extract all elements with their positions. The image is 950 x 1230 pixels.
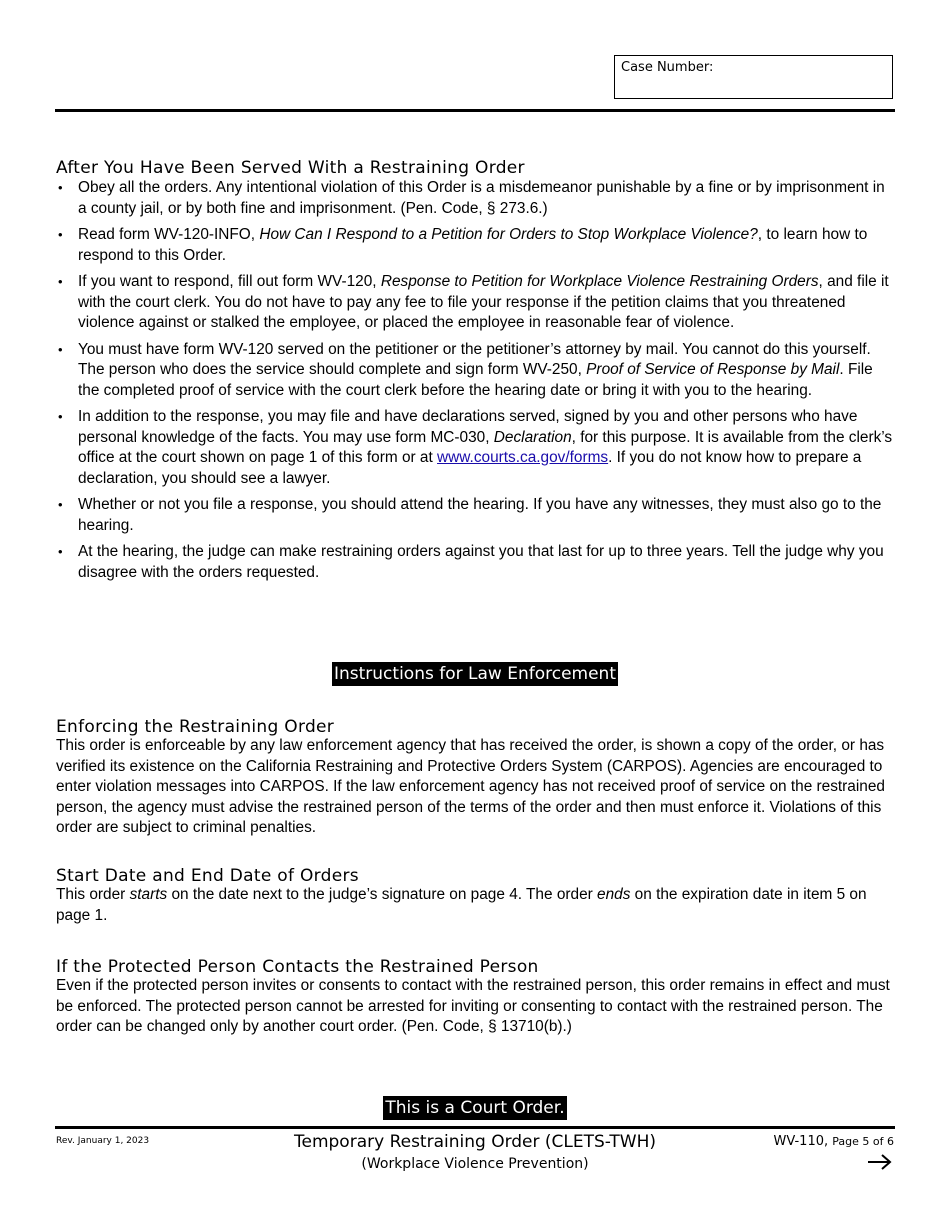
list-item: • If you want to respond, fill out form WV-120, Response to Petition for Workplace Violence Restraining Orders, and file it with the court clerk. You do not have to pay any fee to file your response if the petition claims that you threatened violence against or stalked the employee, or placed the employee in reasonable fear of violence.	[56, 272, 896, 334]
court-order-banner: This is a Court Order.	[385, 1098, 565, 1118]
list-item: • In addition to the response, you may file and have declarations served, signed by you and other persons who have personal knowledge of the facts. You may use form MC-030, Declaration, for this purpose. It is available from the clerk’s office at the court shown on page 1 of this form or at www.courts.ca.gov/forms. If you do not know how to prepare a declaration, you should see a lawyer.	[56, 407, 896, 489]
enforcing-text: This order is enforceable by any law enforcement agency that has received the order, is shown a copy of the order, or has verified its existence on the California Restraining and Protective Orders System (CARPOS). Agencies are encouraged to enter violation messages into CARPOS. If the law enforcement agency has not received proof of service on the restrained person, the agency must advise the restrained person of the terms of the order and then must enforce it. Violations of this order are subject to criminal penalties.	[56, 737, 885, 836]
list-item: • You must have form WV-120 served on the petitioner or the petitioner’s attorney by mail. You cannot do this yourself. The person who does the service should complete and sign form WV-250, Proof of Service of Response by Mail. File the completed proof of service with the court clerk before the hearing date or bring it with you to the hearing.	[56, 340, 896, 402]
dates-text: This order starts on the date next to the judge’s signature on page 4. The order ends on the expiration date in item 5 on page 1.	[56, 886, 867, 924]
list-item: • Whether or not you file a response, you should attend the hearing. If you have any witnesses, they must also go to the hearing.	[56, 495, 896, 536]
case-number-box[interactable]	[614, 55, 893, 99]
court-order-banner-wrap	[0, 1096, 950, 1120]
list-item: • Read form WV-120-INFO, How Can I Respond to a Petition for Orders to Stop Workplace Violence?, to learn how to respond to this Order.	[56, 225, 896, 266]
page-number: Page 5 of 6	[832, 1135, 894, 1148]
header-divider	[55, 109, 895, 112]
form-id	[774, 1134, 895, 1149]
courts-forms-link[interactable]: www.courts.ca.gov/forms	[437, 449, 609, 466]
form-subtitle: (Workplace Violence Prevention)	[361, 1156, 589, 1172]
contacts-text: Even if the protected person invites or consents to contact with the restrained person, this order remains in effect and must be enforced. The protected person cannot be arrested for inviting or consenting to contact with the restrained person. The order can be changed only by another court order. (Pen. Code, § 13710(b).)	[56, 977, 890, 1035]
right-arrow-icon[interactable]	[866, 1152, 894, 1172]
list-item: • Obey all the orders. Any intentional violation of this Order is a misdemeanor punishable by a fine or by imprisonment in a county jail, or by both fine and imprisonment. (Pen. Code, § 273.6.)	[56, 178, 896, 219]
section-heading-contacts: If the Protected Person Contacts the Restrained Person	[56, 957, 539, 977]
law-enforcement-banner-wrap	[0, 662, 950, 686]
section-heading-after-served: After You Have Been Served With a Restraining Order	[56, 158, 525, 178]
section-heading-dates: Start Date and End Date of Orders	[56, 866, 359, 886]
footer-divider	[55, 1126, 895, 1129]
law-enforcement-banner: Instructions for Law Enforcement	[333, 664, 616, 684]
section-heading-enforcing: Enforcing the Restraining Order	[56, 717, 335, 737]
list-item: • At the hearing, the judge can make restraining orders against you that last for up to three years. Tell the judge why you disagree with the orders requested.	[56, 542, 896, 583]
after-served-list	[56, 178, 896, 589]
form-number: WV-110,	[773, 1134, 829, 1149]
form-title: Temporary Restraining Order (CLETS-TWH)	[294, 1132, 656, 1152]
revision-date: Rev. January 1, 2023	[56, 1136, 150, 1146]
case-number-label: Case Number:	[621, 60, 714, 75]
